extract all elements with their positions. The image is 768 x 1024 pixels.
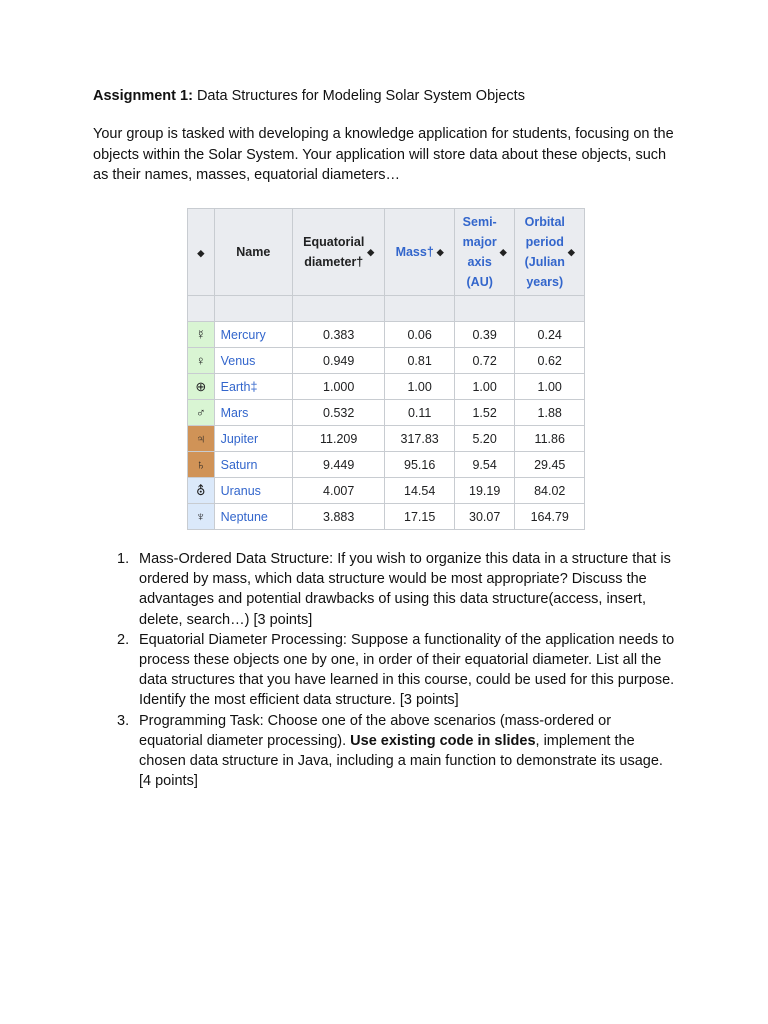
diameter-cell: 1.000: [292, 374, 384, 400]
solar-system-table: [187, 208, 585, 530]
planet-symbol-icon: ♄: [188, 452, 215, 478]
diameter-cell: 3.883: [292, 504, 384, 530]
diameter-cell: 0.383: [292, 322, 384, 348]
planet-name-link[interactable]: Mercury: [214, 322, 292, 348]
planet-symbol-icon: ☿: [188, 322, 215, 348]
header-orbital-line1[interactable]: Orbital: [524, 215, 565, 229]
planet-name-link[interactable]: Uranus: [214, 478, 292, 504]
semi-major-axis-cell: 0.72: [454, 348, 515, 374]
header-mass-link[interactable]: Mass†: [395, 245, 434, 259]
header-diameter-line1: Equatorial: [303, 235, 365, 249]
question-text: Equatorial Diameter Processing: Suppose a functionality of the application needs to process these objects one by one, in order of their equatorial diameter. List all the data structures that you have learned in this course, could be used for this purpose. Identify the most efficient data structure. [3 points]: [139, 631, 675, 709]
table-row: [188, 348, 585, 374]
diameter-cell: 11.209: [292, 426, 384, 452]
header-semi-major-axis[interactable]: [454, 209, 515, 296]
semi-major-axis-cell: 9.54: [454, 452, 515, 478]
questions-list: [117, 549, 677, 791]
mass-cell: 14.54: [385, 478, 454, 504]
semi-major-axis-cell: 19.19: [454, 478, 515, 504]
question-3: [117, 711, 677, 792]
semi-major-axis-cell: 5.20: [454, 426, 515, 452]
header-orbital-line4[interactable]: years): [526, 275, 564, 289]
question-1: [117, 549, 677, 630]
header-name[interactable]: [214, 209, 292, 296]
mass-cell: 317.83: [385, 426, 454, 452]
header-diameter-line2: diameter†: [304, 255, 364, 269]
table-row: [188, 452, 585, 478]
header-diameter[interactable]: [292, 209, 384, 296]
sort-arrows-icon[interactable]: ◆: [197, 247, 205, 258]
table-row: [188, 478, 585, 504]
question-text: Mass-Ordered Data Structure: If you wish to organize this data in a structure that is ordered by mass, which data structure would be most appropriate? Discuss the advantages and potential drawbacks of using this data structure(access, insert, delete, search…) [3 points]: [139, 551, 671, 628]
orbital-period-cell: 84.02: [515, 478, 585, 504]
intro-paragraph: Your group is tasked with developing a knowledge application for students, focusing on the objects within the Solar System. Your application will store data about these objects, such as their names, masses, equatorial diameters…: [93, 126, 674, 183]
question-text-start: Programming Task: Choose one of the above scenarios (mass-ordered or equatorial diameter processing).: [139, 712, 612, 749]
planet-name-link[interactable]: Mars: [214, 400, 292, 426]
planet-symbol-icon: ♃: [188, 426, 215, 452]
header-orbital-period[interactable]: [515, 209, 585, 296]
table-row: [188, 504, 585, 530]
header-orbital-line3[interactable]: (Julian: [524, 255, 565, 269]
planet-name-link[interactable]: Venus: [214, 348, 292, 374]
header-orbital-line2[interactable]: period: [525, 235, 564, 249]
question-number: 1.: [117, 551, 130, 567]
planet-symbol-icon: ♀: [188, 348, 215, 374]
diameter-cell: 4.007: [292, 478, 384, 504]
planet-name-link[interactable]: Neptune: [214, 504, 292, 530]
semi-major-axis-cell: 30.07: [454, 504, 515, 530]
assignment-subject: Data Structures for Modeling Solar System Objects: [196, 88, 525, 104]
mass-cell: 1.00: [385, 374, 454, 400]
planet-name-link[interactable]: Saturn: [214, 452, 292, 478]
diameter-cell: 0.949: [292, 348, 384, 374]
question-number: 3.: [117, 712, 130, 729]
mass-cell: 17.15: [385, 504, 454, 530]
sort-arrows-icon[interactable]: ◆: [567, 247, 575, 257]
orbital-period-cell: 1.88: [515, 400, 585, 426]
sort-column-symbol[interactable]: [188, 209, 215, 296]
orbital-period-cell: 164.79: [515, 504, 585, 530]
planet-symbol-icon: ♂: [188, 400, 215, 426]
orbital-period-cell: 11.86: [515, 426, 585, 452]
table-row: [188, 322, 585, 348]
question-emphasis: Use existing code in slides: [350, 732, 536, 749]
semi-major-axis-cell: 0.39: [454, 322, 515, 348]
diameter-cell: 9.449: [292, 452, 384, 478]
table-row: [188, 426, 585, 452]
planet-symbol-icon: ⛢: [188, 478, 215, 504]
sort-arrows-icon[interactable]: ◆: [436, 247, 444, 257]
header-name-label: Name: [236, 245, 271, 259]
header-semi-line1[interactable]: Semi-: [462, 215, 497, 229]
mass-cell: 0.81: [385, 348, 454, 374]
diameter-cell: 0.532: [292, 400, 384, 426]
question-text-end: , implement the chosen data structure in Java, including a main function to demonstrate its usage. [4 points]: [139, 732, 663, 790]
orbital-period-cell: 29.45: [515, 452, 585, 478]
sort-arrows-icon[interactable]: ◆: [499, 247, 507, 257]
planet-name-link[interactable]: Earth‡: [214, 374, 292, 400]
sort-arrows-icon[interactable]: ◆: [367, 247, 375, 257]
mass-cell: 0.06: [385, 322, 454, 348]
header-semi-line3[interactable]: axis: [467, 255, 492, 269]
planet-symbol-icon: ⊕: [188, 374, 215, 400]
planet-symbol-icon: ♆: [188, 504, 215, 530]
header-semi-line2[interactable]: major: [462, 235, 497, 249]
question-text: [139, 711, 677, 792]
planet-name-link[interactable]: Jupiter: [214, 426, 292, 452]
orbital-period-cell: 0.62: [515, 348, 585, 374]
assignment-label: Assignment 1:: [93, 88, 193, 104]
question-2: [117, 630, 677, 711]
header-semi-line4[interactable]: (AU): [466, 275, 493, 289]
semi-major-axis-cell: 1.00: [454, 374, 515, 400]
mass-cell: 0.11: [385, 400, 454, 426]
semi-major-axis-cell: 1.52: [454, 400, 515, 426]
table-row: [188, 374, 585, 400]
table-row: [188, 400, 585, 426]
mass-cell: 95.16: [385, 452, 454, 478]
header-mass[interactable]: [385, 209, 454, 296]
assignment-title: [93, 86, 525, 106]
table-spacer-row: [188, 296, 585, 322]
orbital-period-cell: 1.00: [515, 374, 585, 400]
orbital-period-cell: 0.24: [515, 322, 585, 348]
question-number: 2.: [117, 631, 130, 648]
